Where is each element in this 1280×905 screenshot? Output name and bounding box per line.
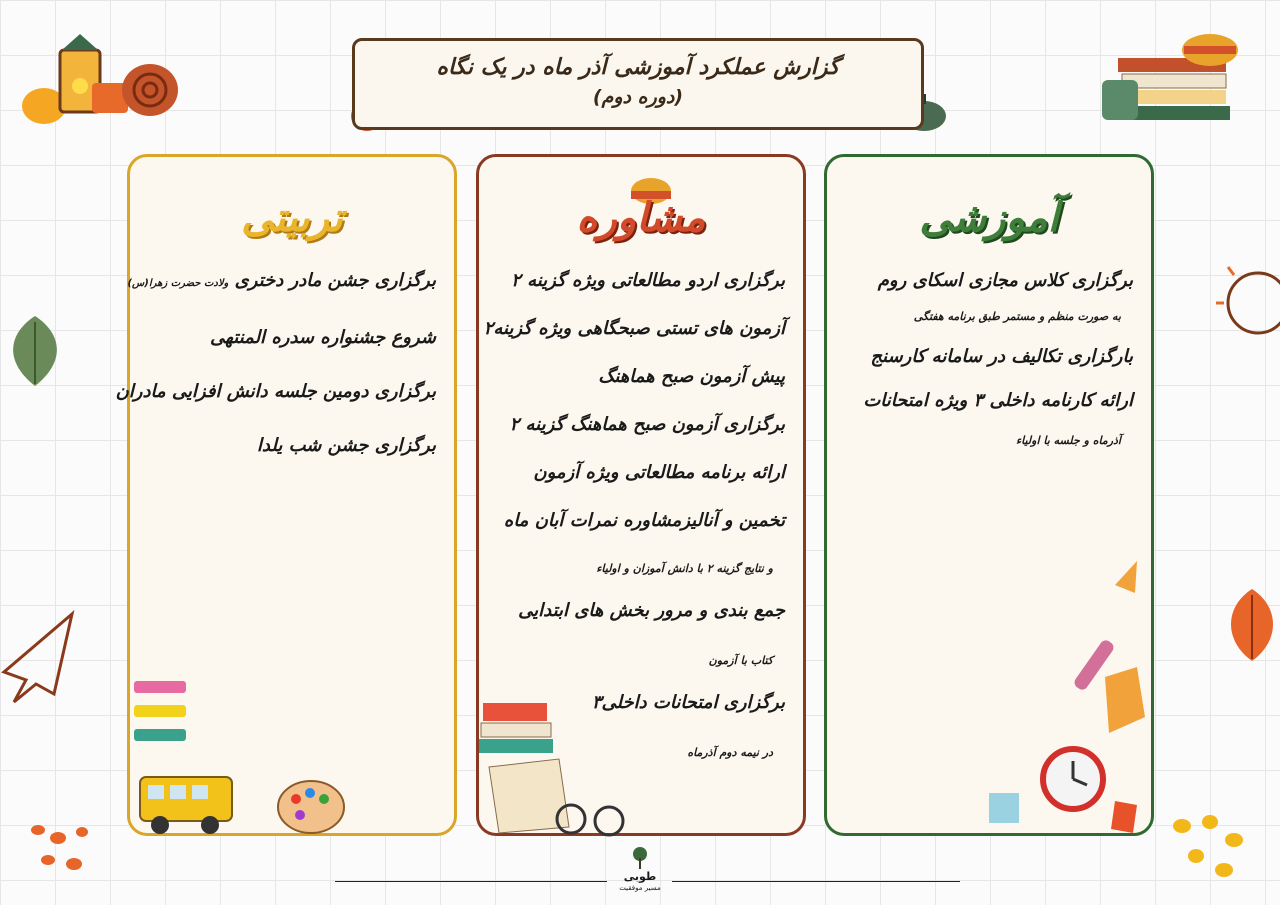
list-item-note: و نتایج گزینه ۲ با دانش آموزان و اولیاء — [596, 562, 773, 575]
paint-palette-illustration — [276, 777, 346, 837]
list-item: برگزاری دومین جلسه دانش افزایی مادران — [115, 381, 436, 402]
crayons-illustration — [132, 675, 192, 745]
yellow-dots-decoration — [1170, 812, 1255, 882]
list-item: برگزاری جشن شب یلدا — [256, 435, 436, 456]
card-moshavere — [476, 154, 806, 836]
orange-leaf-icon — [1218, 585, 1280, 665]
list-item: برگزاری جشن مادر دختری ولادت حضرت زهرا(س) — [127, 270, 436, 291]
list-item-note: ولادت حضرت زهرا(س) — [127, 278, 229, 289]
books-mug-illustration — [1100, 30, 1240, 125]
amoozeshi-list — [841, 269, 1133, 449]
card-amoozeshi — [824, 154, 1154, 836]
green-leaf-icon — [0, 312, 70, 390]
card-title-tarbiati: تربیتی — [241, 195, 343, 241]
logo-name: طوبی — [623, 870, 657, 883]
list-item: ارائه برنامه مطالعاتی ویژه آزمون — [533, 462, 785, 483]
report-title: گزارش عملکرد آموزشی آذر ماه در یک نگاه — [436, 55, 840, 80]
list-item: برگزاری کلاس مجازی اسکای روم — [877, 270, 1133, 291]
paper-plane-icon — [0, 610, 76, 706]
list-item: بارگزاری تکالیف در سامانه کارسنج — [870, 346, 1133, 367]
logo-tagline: مسیر موفقیت — [619, 884, 661, 892]
card-title-amoozeshi: آموزشی — [919, 195, 1059, 241]
list-item: برگزاری آزمون صبح هماهنگ گزینه ۲ — [509, 414, 785, 435]
list-item: برگزاری امتحانات داخلی۳ — [591, 692, 785, 713]
list-item-note: کتاب با آزمون — [708, 654, 773, 667]
lightbulb-icon — [1208, 255, 1280, 375]
orange-dots-decoration — [28, 820, 103, 880]
report-subtitle: (دوره دوم) — [592, 86, 684, 108]
list-item-note: آذرماه و جلسه با اولیاء — [1015, 434, 1121, 447]
list-item: برگزاری اردو مطالعاتی ویژه گزینه ۲ — [511, 270, 785, 291]
list-item: تخمین و آنالیزمشاوره نمرات آبان ماه — [503, 510, 785, 531]
school-bus-illustration — [138, 773, 238, 837]
tree-logo-icon — [628, 846, 652, 870]
autumn-lantern-illustration — [22, 28, 182, 123]
list-item: آزمون های تستی صبحگاهی ویژه گزینه۲ — [483, 318, 785, 339]
science-clock-illustration — [987, 557, 1153, 837]
report-title-banner — [352, 38, 924, 130]
list-item: ارائه کارنامه داخلی ۳ ویژه امتحانات — [863, 390, 1133, 411]
moshavere-list — [483, 269, 785, 761]
card-tarbiati — [115, 154, 457, 836]
card-title-moshavere: مشاوره — [576, 195, 706, 241]
list-item: پیش آزمون صبح هماهنگ — [598, 366, 785, 387]
list-item-note: به صورت منظم و مستمر طبق برنامه هفتگی — [913, 310, 1121, 323]
list-item-note: در نیمه دوم آذرماه — [687, 746, 773, 759]
tarbiati-list — [115, 269, 436, 458]
footer-line-left — [335, 881, 607, 882]
list-item: جمع بندی و مرور بخش های ابتدایی — [518, 600, 785, 621]
books-glasses-illustration — [479, 697, 639, 837]
list-item: شروع جشنواره سدره المنتهی — [210, 327, 436, 348]
footer-line-right — [672, 881, 960, 882]
